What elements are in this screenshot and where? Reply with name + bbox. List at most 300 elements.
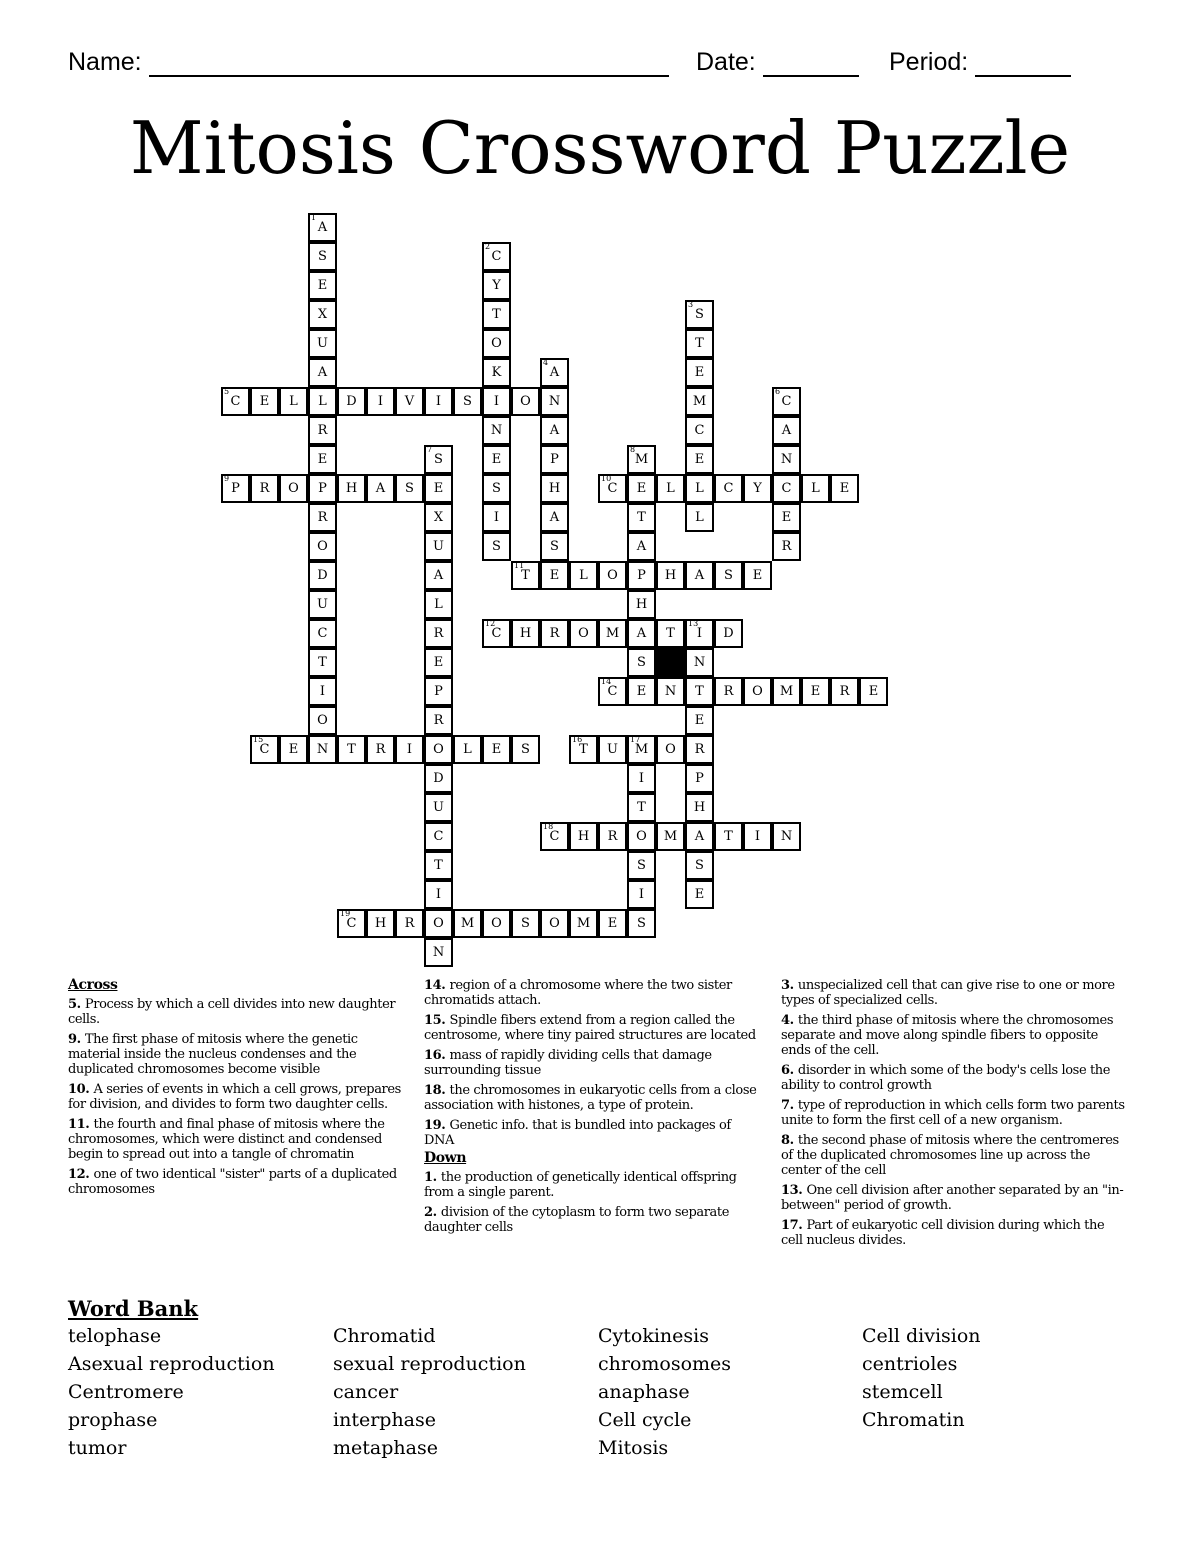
grid-cell[interactable] [337,909,366,938]
clue-number-label: 15. [424,1013,450,1028]
grid-cell[interactable] [540,909,569,938]
cell-letter: S [724,568,733,583]
grid-cell[interactable] [511,561,540,590]
clue-text: Part of eukaryotic cell division during which the cell nucleus divides. [781,1218,1105,1248]
grid-cell[interactable] [743,474,772,503]
clue-text: mass of rapidly dividing cells that damage surrounding tissue [424,1048,712,1078]
grid-cell[interactable] [656,677,685,706]
word-bank-column-1 [68,1322,275,1462]
grid-cell[interactable] [656,619,685,648]
cell-letter: N [780,829,793,844]
grid-cell[interactable] [714,561,743,590]
grid-cell[interactable] [569,822,598,851]
grid-cell[interactable] [395,909,424,938]
grid-cell[interactable] [308,532,337,561]
cell-letter: A [549,423,560,438]
grid-cell[interactable] [598,561,627,590]
grid-cell[interactable] [569,619,598,648]
grid-cell[interactable] [743,677,772,706]
cell-letter: N [490,423,503,438]
grid-cell[interactable] [424,648,453,677]
word-bank-title: Word Bank [68,1296,199,1321]
grid-cell[interactable] [656,822,685,851]
name-blank[interactable] [149,49,669,77]
word-bank-item: stemcell [862,1381,943,1403]
cell-letter: R [317,423,328,438]
cell-letter: H [519,626,532,641]
grid-cell[interactable] [685,822,714,851]
cell-letter: C [259,742,270,757]
grid-cell[interactable] [424,677,453,706]
grid-cell[interactable] [540,445,569,474]
grid-cell[interactable] [540,474,569,503]
clue-number-label: 11. [68,1117,94,1132]
clue-number: 12 [485,619,496,628]
grid-cell[interactable] [627,909,656,938]
grid-cell[interactable] [598,909,627,938]
grid-cell[interactable] [308,561,337,590]
cell-letter: R [404,916,415,931]
grid-cell[interactable] [308,445,337,474]
clue-text: disorder in which some of the body's cells lose the ability to control growth [781,1063,1111,1093]
grid-cell[interactable] [685,474,714,503]
grid-cell[interactable] [685,677,714,706]
grid-cell[interactable] [685,416,714,445]
cell-letter: C [230,394,241,409]
grid-cell[interactable] [569,735,598,764]
cell-letter: O [317,713,328,728]
cell-letter: T [666,626,675,641]
cell-letter: E [781,510,792,525]
grid-cell[interactable] [540,358,569,387]
grid-cell[interactable] [308,271,337,300]
grid-cell[interactable] [714,474,743,503]
period-blank[interactable] [975,49,1071,77]
cell-letter: D [346,394,357,409]
word-bank-item: chromosomes [598,1353,732,1375]
clue-text: Genetic info. that is bundled into packages of DNA [424,1118,731,1148]
clue-item [424,1013,759,1043]
word-bank-item: Asexual reproduction [68,1353,275,1375]
across-heading: Across [68,977,118,993]
grid-cell[interactable] [540,822,569,851]
cell-letter: S [405,481,414,496]
grid-cell[interactable] [279,474,308,503]
black-cell [656,648,685,677]
clue-number-label: 14. [424,978,450,993]
cell-letter: A [317,365,328,380]
grid-cell[interactable] [511,619,540,648]
grid-cell[interactable] [685,358,714,387]
grid-cell[interactable] [482,503,511,532]
grid-cell[interactable] [424,532,453,561]
cell-letter: R [723,684,734,699]
grid-cell[interactable] [685,503,714,532]
grid-cell[interactable] [540,503,569,532]
cell-letter: M [779,684,794,699]
cell-letter: C [781,481,792,496]
grid-cell[interactable] [482,300,511,329]
grid-cell[interactable] [308,300,337,329]
cell-letter: P [695,771,704,786]
cell-letter: O [433,916,444,931]
grid-cell[interactable] [221,474,250,503]
grid-cell[interactable] [772,677,801,706]
cell-letter: L [463,742,472,757]
grid-cell[interactable] [685,561,714,590]
clue-number: 3 [688,300,694,309]
grid-cell[interactable] [540,619,569,648]
grid-cell[interactable] [221,387,250,416]
grid-cell[interactable] [830,677,859,706]
cell-letter: E [317,278,328,293]
cell-letter: H [577,829,590,844]
clue-number: 9 [224,474,230,483]
grid-cell[interactable] [714,619,743,648]
word-bank-item: tumor [68,1437,127,1459]
grid-cell[interactable] [482,242,511,271]
grid-cell[interactable] [308,358,337,387]
grid-cell[interactable] [453,387,482,416]
grid-cell[interactable] [569,909,598,938]
grid-cell[interactable] [772,532,801,561]
clue-item [424,978,759,1008]
clue-text: A series of events in which a cell grows, prepares for division, and divides to form two daughter cells. [68,1082,401,1112]
grid-cell[interactable] [685,387,714,416]
grid-cell[interactable] [308,242,337,271]
grid-cell[interactable] [743,822,772,851]
grid-cell[interactable] [830,474,859,503]
clue-number: 4 [543,358,549,367]
grid-cell[interactable] [627,619,656,648]
grid-cell[interactable] [308,735,337,764]
cell-letter: U [317,597,328,612]
word-bank-column-4 [862,1322,981,1434]
cell-letter: I [435,394,442,409]
grid-cell[interactable] [801,474,830,503]
cell-letter: H [374,916,387,931]
clue-number: 8 [630,445,636,454]
cell-letter: C [607,684,618,699]
cell-letter: T [492,307,501,322]
cell-letter: K [491,365,502,380]
grid-cell[interactable] [685,329,714,358]
cell-letter: M [663,829,678,844]
cell-letter: E [694,365,705,380]
cell-letter: I [493,394,500,409]
cell-letter: A [375,481,386,496]
cell-letter: E [839,481,850,496]
grid-cell[interactable] [627,503,656,532]
cell-letter: R [433,626,444,641]
clue-item [781,1183,1126,1213]
cell-letter: H [693,800,706,815]
grid-cell[interactable] [395,387,424,416]
clue-text: the chromosomes in eukaryotic cells from a close association with histones, a type of protein. [424,1083,757,1113]
cell-letter: S [695,858,704,873]
cell-letter: O [317,539,328,554]
grid-cell[interactable] [337,387,366,416]
cell-letter: M [605,626,620,641]
grid-cell[interactable] [482,445,511,474]
grid-cell[interactable] [482,619,511,648]
cell-letter: U [607,742,618,757]
clue-number: 1 [311,213,317,222]
grid-cell[interactable] [685,648,714,677]
cell-letter: T [695,336,704,351]
cell-letter: P [434,684,443,699]
cell-letter: I [493,510,500,525]
grid-cell[interactable] [656,561,685,590]
grid-cell[interactable] [714,677,743,706]
grid-cell[interactable] [424,880,453,909]
grid-cell[interactable] [424,938,453,967]
cell-letter: A [636,626,647,641]
cell-letter: M [634,452,649,467]
grid-cell[interactable] [598,735,627,764]
clue-text: the fourth and final phase of mitosis where the chromosomes, which were distinct and condensed begin to spread out into a tangle of chromatin [68,1117,385,1162]
clue-number-label: 19. [424,1118,450,1133]
cell-letter: N [548,394,561,409]
grid-cell[interactable] [656,474,685,503]
grid-cell[interactable] [801,677,830,706]
clue-item [781,1098,1126,1128]
cell-letter: H [345,481,358,496]
grid-cell[interactable] [366,474,395,503]
cell-letter: A [549,510,560,525]
clue-number-label: 8. [781,1133,798,1148]
cell-letter: S [318,249,327,264]
word-bank-item: interphase [333,1409,436,1431]
grid-cell[interactable] [424,735,453,764]
grid-cell[interactable] [772,387,801,416]
cell-letter: S [637,858,646,873]
grid-cell[interactable] [540,532,569,561]
grid-cell[interactable] [627,561,656,590]
grid-cell[interactable] [627,764,656,793]
word-bank-item: prophase [68,1409,158,1431]
grid-cell[interactable] [627,822,656,851]
cell-letter: N [780,452,793,467]
grid-cell[interactable] [424,851,453,880]
grid-cell[interactable] [685,851,714,880]
grid-cell[interactable] [540,416,569,445]
grid-cell[interactable] [859,677,888,706]
clue-item [781,1063,1126,1093]
cell-letter: T [434,858,443,873]
grid-cell[interactable] [308,619,337,648]
word-bank-column-2 [333,1322,526,1462]
clue-number: 6 [775,387,781,396]
cell-letter: E [317,452,328,467]
grid-cell[interactable] [511,735,540,764]
cell-letter: A [636,539,647,554]
clue-item [424,1048,759,1078]
grid-cell[interactable] [627,648,656,677]
cell-letter: I [696,626,703,641]
grid-cell[interactable] [772,503,801,532]
date-label: Date: [696,48,756,76]
grid-cell[interactable] [308,387,337,416]
grid-cell[interactable] [424,387,453,416]
grid-cell[interactable] [308,329,337,358]
grid-cell[interactable] [685,300,714,329]
grid-cell[interactable] [308,474,337,503]
grid-cell[interactable] [308,590,337,619]
grid-cell[interactable] [685,445,714,474]
grid-cell[interactable] [424,619,453,648]
grid-cell[interactable] [250,387,279,416]
grid-cell[interactable] [366,735,395,764]
clue-item [781,978,1126,1008]
cell-letter: I [754,829,761,844]
grid-cell[interactable] [511,909,540,938]
cell-letter: P [318,481,327,496]
grid-cell[interactable] [308,706,337,735]
cell-letter: P [637,568,646,583]
cell-letter: A [549,365,560,380]
grid-cell[interactable] [482,735,511,764]
grid-cell[interactable] [685,706,714,735]
cell-letter: X [433,510,444,525]
grid-cell[interactable] [482,416,511,445]
grid-cell[interactable] [308,648,337,677]
cell-letter: H [635,597,648,612]
word-bank-item: telophase [68,1325,162,1347]
cell-letter: L [695,510,704,525]
date-blank[interactable] [763,49,859,77]
word-bank-item: centrioles [862,1353,958,1375]
cell-letter: A [694,568,705,583]
grid-cell[interactable] [395,474,424,503]
cell-letter: S [521,742,530,757]
grid-cell[interactable] [424,793,453,822]
grid-cell[interactable] [424,590,453,619]
clues-column-1 [68,978,413,1202]
cell-letter: E [868,684,879,699]
cell-letter: I [377,394,384,409]
clue-number-label: 4. [781,1013,798,1028]
cell-letter: E [810,684,821,699]
clue-number: 10 [601,474,612,483]
grid-cell[interactable] [627,532,656,561]
grid-cell[interactable] [250,474,279,503]
grid-cell[interactable] [482,387,511,416]
clue-text: one of two identical "sister" parts of a duplicated chromosomes [68,1167,397,1197]
grid-cell[interactable] [337,474,366,503]
grid-cell[interactable] [685,880,714,909]
cell-letter: R [549,626,560,641]
grid-cell[interactable] [627,735,656,764]
grid-cell[interactable] [424,909,453,938]
grid-cell[interactable] [453,909,482,938]
cell-letter: O [491,916,502,931]
grid-cell[interactable] [598,474,627,503]
grid-cell[interactable] [627,677,656,706]
clue-item [781,1133,1126,1178]
grid-cell[interactable] [424,706,453,735]
grid-cell[interactable] [482,329,511,358]
grid-cell[interactable] [627,445,656,474]
grid-cell[interactable] [308,416,337,445]
grid-cell[interactable] [685,735,714,764]
clue-number: 13 [688,619,699,628]
grid-cell[interactable] [424,474,453,503]
grid-cell[interactable] [540,561,569,590]
word-bank-item: cancer [333,1381,399,1403]
grid-cell[interactable] [685,793,714,822]
grid-cell[interactable] [279,387,308,416]
cell-letter: C [433,829,444,844]
grid-cell[interactable] [395,735,424,764]
clue-text: the second phase of mitosis where the centromeres of the duplicated chromosomes line up across the center of the cell [781,1133,1119,1178]
grid-cell[interactable] [308,677,337,706]
grid-cell[interactable] [250,735,279,764]
grid-cell[interactable] [482,358,511,387]
cell-letter: E [694,452,705,467]
grid-cell[interactable] [627,793,656,822]
grid-cell[interactable] [656,735,685,764]
cell-letter: N [693,655,706,670]
cell-letter: I [435,887,442,902]
grid-cell[interactable] [308,213,337,242]
grid-cell[interactable] [714,822,743,851]
clue-number: 14 [601,677,612,686]
grid-cell[interactable] [540,387,569,416]
grid-cell[interactable] [772,416,801,445]
grid-cell[interactable] [772,474,801,503]
cell-letter: O [520,394,531,409]
cell-letter: P [550,452,559,467]
grid-cell[interactable] [482,532,511,561]
grid-cell[interactable] [424,764,453,793]
grid-cell[interactable] [627,851,656,880]
grid-cell[interactable] [366,909,395,938]
grid-cell[interactable] [424,561,453,590]
grid-cell[interactable] [627,474,656,503]
clue-number: 11 [514,561,525,570]
grid-cell[interactable] [424,503,453,532]
grid-cell[interactable] [772,445,801,474]
word-bank-item: metaphase [333,1437,438,1459]
grid-cell[interactable] [482,271,511,300]
clue-number-label: 10. [68,1082,94,1097]
grid-cell[interactable] [308,503,337,532]
grid-cell[interactable] [511,387,540,416]
grid-cell[interactable] [569,561,598,590]
grid-cell[interactable] [627,590,656,619]
grid-cell[interactable] [424,822,453,851]
grid-cell[interactable] [598,677,627,706]
grid-cell[interactable] [279,735,308,764]
grid-cell[interactable] [685,764,714,793]
grid-cell[interactable] [482,909,511,938]
grid-cell[interactable] [598,619,627,648]
grid-cell[interactable] [482,474,511,503]
grid-cell[interactable] [337,735,366,764]
grid-cell[interactable] [685,619,714,648]
grid-cell[interactable] [772,822,801,851]
cell-letter: E [433,655,444,670]
grid-cell[interactable] [743,561,772,590]
grid-cell[interactable] [366,387,395,416]
cell-letter: A [694,829,705,844]
grid-cell[interactable] [627,880,656,909]
grid-cell[interactable] [598,822,627,851]
grid-cell[interactable] [424,445,453,474]
word-bank-item: Cell cycle [598,1409,692,1431]
grid-cell[interactable] [453,735,482,764]
